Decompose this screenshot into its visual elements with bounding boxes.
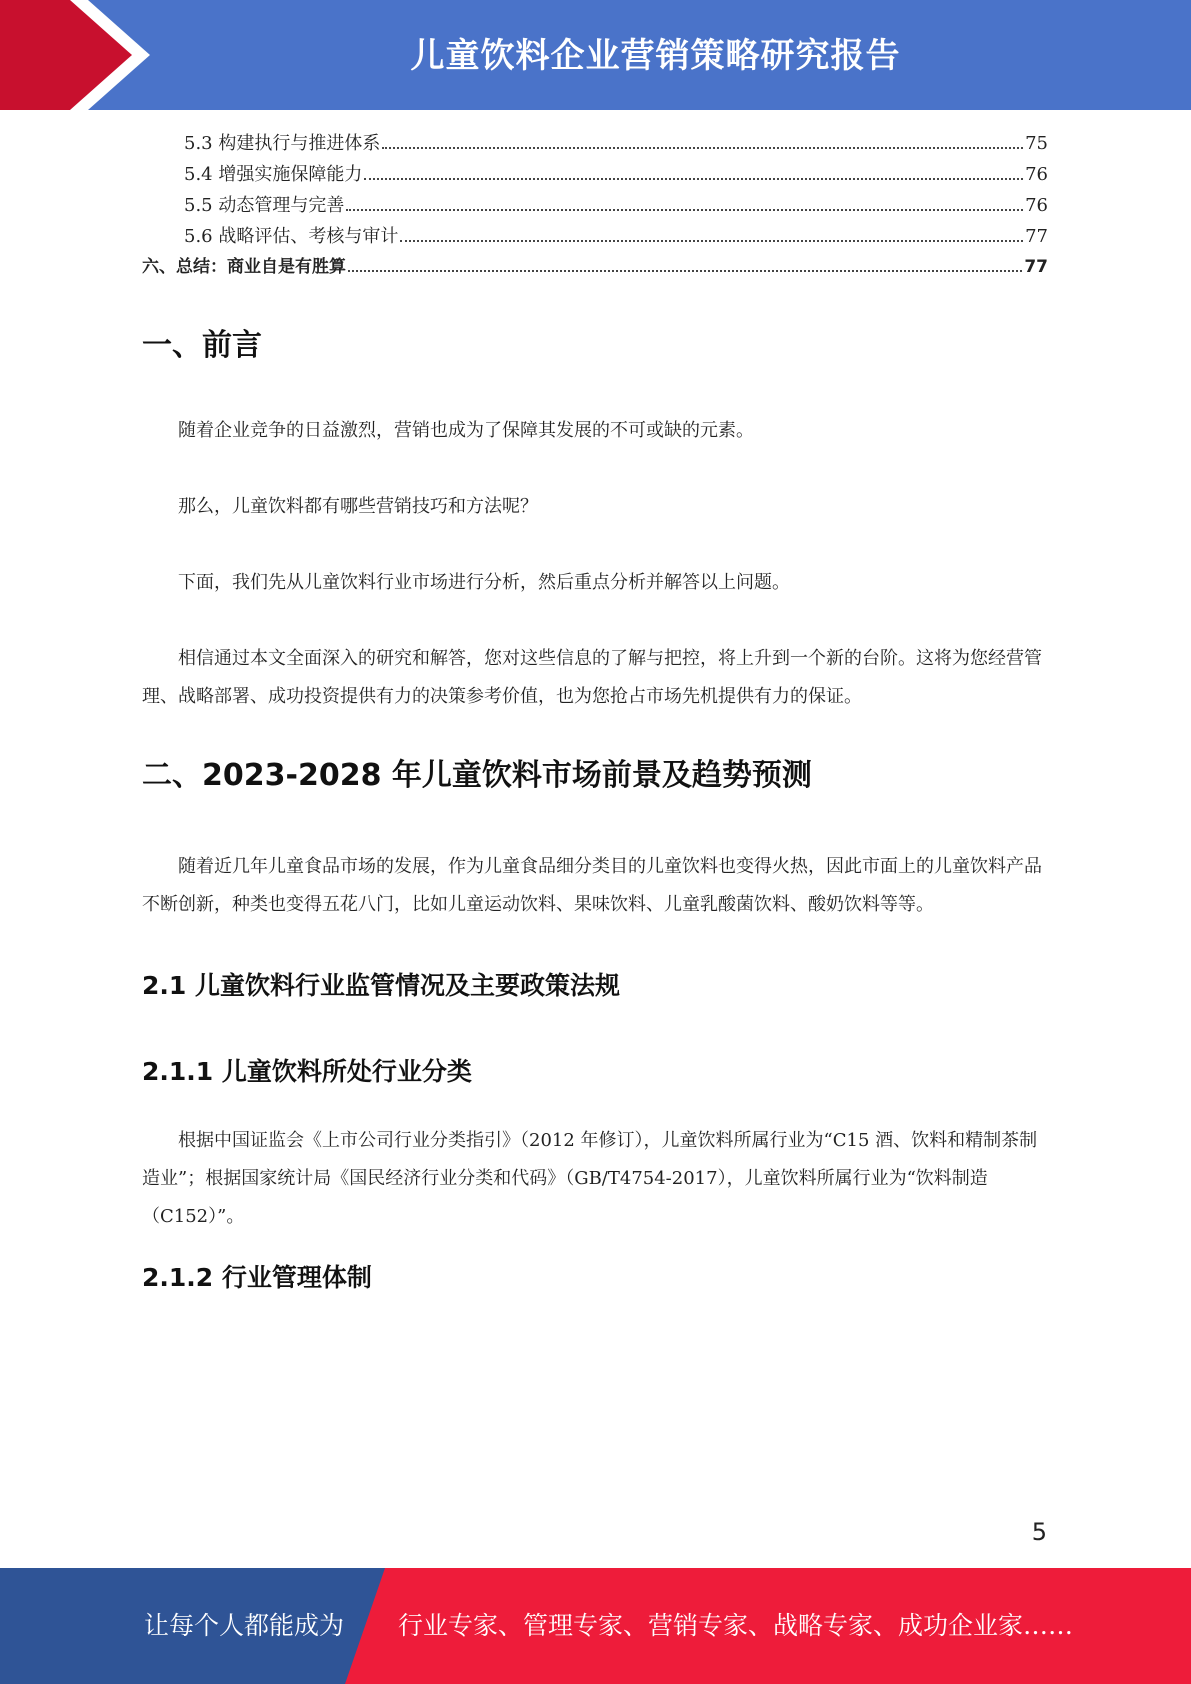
section-heading-market-forecast: 二、2023-2028 年儿童饮料市场前景及趋势预测 [142, 758, 812, 793]
section-heading-preface: 一、前言 [142, 328, 262, 363]
toc-item[interactable] [142, 159, 1048, 190]
subsection-heading-regulation: 2.1 儿童饮料行业监管情况及主要政策法规 [142, 971, 620, 1000]
toc-item[interactable] [142, 190, 1048, 221]
paragraph: 相信通过本文全面深入的研究和解答，您对这些信息的了解与把控，将上升到一个新的台阶。这将为您经营管理、战略部署、成功投资提供有力的决策参考价值，也为您抢占市场先机提供有力的保证。 [142, 648, 1042, 707]
page-footer [0, 1568, 1191, 1684]
page-header [0, 0, 1191, 110]
toc-item-page: 77 [1024, 257, 1048, 277]
toc-leader-dots [400, 240, 1023, 242]
toc-item-label: 5.4 增强实施保障能力 [184, 164, 363, 185]
footer-slogan-left: 让每个人都能成为 [144, 1611, 345, 1640]
toc-item-label: 5.5 动态管理与完善 [184, 195, 345, 216]
paragraph: 那么，儿童饮料都有哪些营销技巧和方法呢？ [178, 496, 538, 517]
main-content [142, 320, 1048, 1298]
paragraph: 根据中国证监会《上市公司行业分类指引》（2012 年修订），儿童饮料所属行业为“C15 酒、饮料和精制茶制造业”；根据国家统计局《国民经济行业分类和代码》（GB/T4754-2017），儿童饮料所属行业为“饮料制造（C152）”。 [142, 1130, 1038, 1227]
table-of-contents [142, 128, 1048, 283]
report-title: 儿童饮料企业营销策略研究报告 [410, 36, 901, 76]
page-number: 5 [1031, 1518, 1047, 1546]
paragraph: 随着近几年儿童食品市场的发展，作为儿童食品细分类目的儿童饮料也变得火热，因此市面上的儿童饮料产品不断创新，种类也变得五花八门，比如儿童运动饮料、果味饮料、儿童乳酸菌饮料、酸奶饮料等等。 [142, 856, 1042, 915]
toc-item[interactable] [142, 221, 1048, 252]
toc-item-page: 75 [1025, 133, 1048, 154]
toc-item-label: 六、总结：商业自是有胜算 [142, 257, 346, 277]
subsection-heading-industry-classification: 2.1.1 儿童饮料所处行业分类 [142, 1057, 472, 1086]
toc-leader-dots [348, 270, 1022, 272]
footer-slogan-right: 行业专家、管理专家、营销专家、战略专家、成功企业家…… [398, 1611, 1074, 1640]
toc-item-page: 77 [1025, 226, 1048, 247]
subsection-heading-management-system: 2.1.2 行业管理体制 [142, 1263, 372, 1292]
toc-item-page: 76 [1025, 164, 1048, 185]
toc-item[interactable] [142, 252, 1048, 283]
toc-leader-dots [364, 178, 1023, 180]
toc-leader-dots [382, 147, 1023, 149]
toc-item-label: 5.3 构建执行与推进体系 [184, 133, 381, 154]
toc-leader-dots [346, 209, 1023, 211]
toc-item-page: 76 [1025, 195, 1048, 216]
paragraph: 下面，我们先从儿童饮料行业市场进行分析，然后重点分析并解答以上问题。 [178, 572, 790, 593]
toc-item[interactable] [142, 128, 1048, 159]
toc-item-label: 5.6 战略评估、考核与审计 [184, 226, 399, 247]
paragraph: 随着企业竞争的日益激烈，营销也成为了保障其发展的不可或缺的元素。 [178, 420, 754, 441]
